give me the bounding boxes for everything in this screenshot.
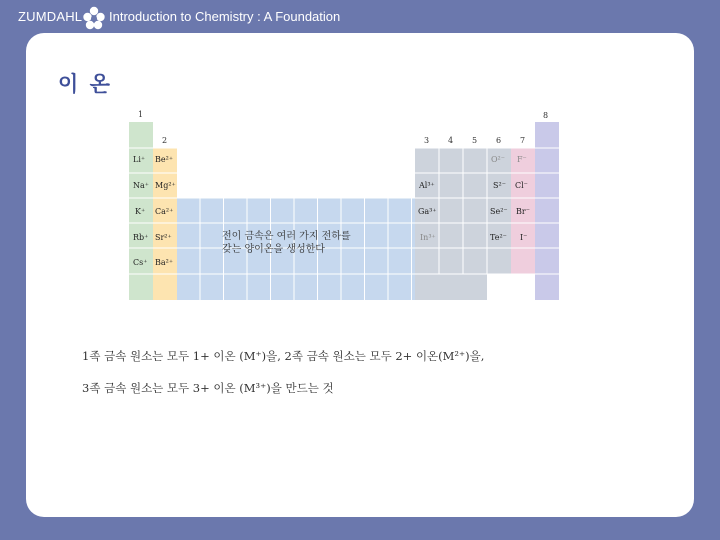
ion-gallium: Ga³⁺ — [418, 207, 437, 216]
slide-header — [0, 0, 720, 34]
ion-iodine: I⁻ — [520, 233, 528, 242]
ion-potassium: K⁺ — [135, 207, 146, 216]
ion-lithium: Li⁺ — [133, 155, 146, 164]
ion-selenium: Se²⁻ — [490, 207, 508, 216]
group-label-8: 8 — [543, 111, 549, 120]
ion-magnesium: Mg²⁺ — [155, 181, 176, 190]
ion-strontium: Sr²⁺ — [155, 233, 172, 242]
group-label-6: 6 — [496, 136, 502, 145]
ion-oxygen: O²⁻ — [491, 155, 505, 164]
ion-indium: In³⁺ — [420, 233, 436, 242]
ion-tellurium: Te²⁻ — [490, 233, 507, 242]
group-label-4: 4 — [448, 136, 454, 145]
transition-note-line-1: 전이 금속은 여러 가지 전하를 — [222, 231, 351, 242]
summary-line-2: 3족 금속 원소는 모두 3+ 이온 (M³⁺)을 만드는 것 — [82, 381, 334, 395]
course-title: Introduction to Chemistry : A Foundation — [109, 9, 341, 24]
transition-note-line-2: 갖는 양이온을 생성한다 — [222, 244, 325, 255]
ion-sodium: Na⁺ — [133, 181, 149, 190]
summary-line-1: 1족 금속 원소는 모두 1+ 이온 (M⁺)을, 2족 금속 원소는 모두 2+ 이온(M²⁺)을, — [82, 349, 485, 363]
group-label-5: 5 — [472, 136, 478, 145]
flower-logo-icon — [82, 6, 106, 32]
ion-aluminum: Al³⁺ — [419, 181, 435, 190]
group2-block — [153, 148, 177, 300]
group-label-1: 1 — [138, 110, 144, 119]
ion-calcium: Ca²⁺ — [155, 207, 174, 216]
ion-rubidium: Rb⁺ — [133, 233, 149, 242]
main-group-block-bottom — [415, 274, 487, 300]
ion-fluorine: F⁻ — [517, 155, 527, 164]
group-label-3: 3 — [424, 136, 430, 145]
group-label-2: 2 — [162, 136, 168, 145]
ion-cesium: Cs⁺ — [133, 258, 148, 267]
brand-label: ZUMDAHL — [18, 9, 83, 24]
group8-block — [535, 122, 559, 300]
group-label-7: 7 — [520, 136, 526, 145]
ion-beryllium: Be²⁺ — [155, 155, 174, 164]
ion-chlorine: Cl⁻ — [515, 181, 528, 190]
ion-bromine: Br⁻ — [516, 207, 530, 216]
page-title: 이 온 — [58, 72, 112, 96]
transition-metal-note — [222, 230, 351, 256]
ion-barium: Ba²⁺ — [155, 258, 174, 267]
periodic-table — [124, 108, 564, 300]
ion-sulfur: S²⁻ — [493, 181, 506, 190]
